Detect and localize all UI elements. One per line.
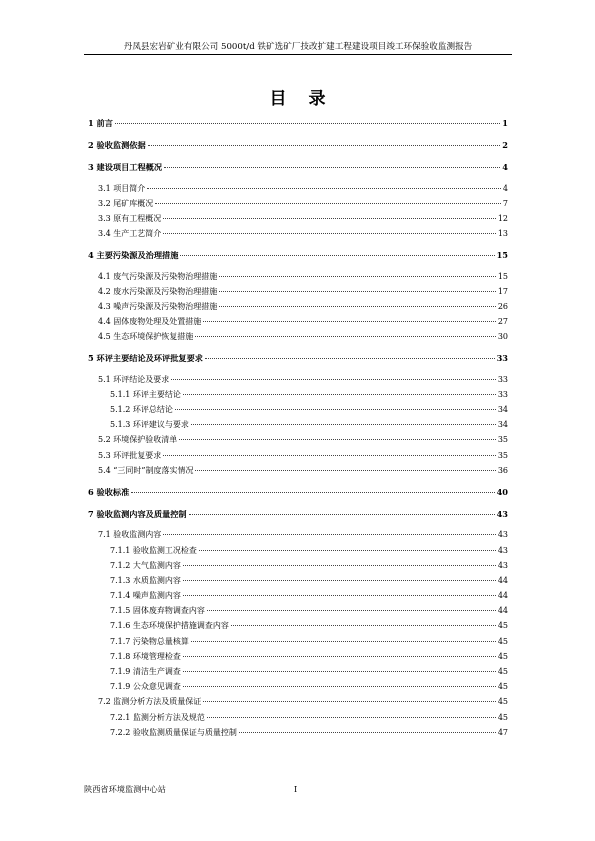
toc-entry-label: 4.4 固体废物处理及处置措施	[98, 317, 202, 327]
toc-entry-page: 43	[497, 530, 508, 540]
toc-leader-dots	[203, 321, 496, 322]
toc-leader-dots	[171, 379, 496, 380]
toc-entry-label: 4.1 废气污染源及污染物治理措施	[98, 271, 218, 281]
toc-leader-dots	[219, 306, 496, 307]
toc-entry-label: 6 验收标准	[88, 486, 130, 497]
toc-leader-dots	[183, 656, 496, 657]
toc-entry-page: 4	[502, 183, 508, 193]
toc-entry-page: 43	[497, 560, 508, 570]
toc-entry-page: 12	[497, 213, 508, 223]
toc-leader-dots	[179, 439, 496, 440]
toc-chapter-entry[interactable]	[88, 138, 508, 153]
toc-leader-dots	[163, 218, 496, 219]
toc-leader-dots	[189, 514, 495, 515]
toc-entry-label: 7.1 验收监测内容	[98, 530, 162, 540]
toc-section-entry[interactable]	[88, 649, 508, 664]
toc-entry-page: 30	[497, 332, 508, 342]
toc-entry-label: 4.5 生态环境保护恢复措施	[98, 332, 194, 342]
toc-leader-dots	[207, 610, 496, 611]
toc-entry-label: 7.1.9 清洁生产调查	[110, 667, 181, 676]
toc-leader-dots	[147, 188, 501, 189]
toc-entry-page: 27	[497, 317, 508, 327]
toc-section-entry[interactable]	[88, 694, 508, 709]
toc-section-entry[interactable]	[88, 181, 508, 196]
toc-entry-page: 1	[502, 118, 508, 128]
toc-section-entry[interactable]	[88, 679, 508, 694]
toc-chapter-entry[interactable]	[88, 485, 508, 500]
toc-entry-label: 7.1.5 固体废弃物调查内容	[110, 606, 205, 616]
toc-section-entry[interactable]	[88, 710, 508, 725]
toc-entry-page: 15	[496, 250, 508, 261]
toc-section-entry[interactable]	[88, 269, 508, 284]
toc-entry-page: 47	[497, 727, 508, 737]
toc-leader-dots	[183, 394, 496, 395]
toc-entry-page: 33	[497, 389, 508, 399]
toc-entry-page: 33	[497, 374, 508, 384]
toc-leader-dots	[203, 701, 496, 702]
toc-leader-dots	[163, 534, 496, 535]
toc-entry-label: 7.1.3 水质监测内容	[110, 575, 181, 585]
toc-leader-dots	[219, 291, 496, 292]
toc-leader-dots	[199, 550, 496, 551]
toc-section-entry[interactable]	[88, 618, 508, 633]
toc-chapter-entry[interactable]	[88, 116, 508, 131]
toc-entry-page: 45	[497, 667, 508, 676]
toc-entry-page: 44	[497, 575, 508, 585]
toc-entry-label: 5.1.1 环评主要结论	[110, 389, 181, 399]
toc-entry-label: 1 前言	[88, 118, 113, 128]
toc-chapter-entry[interactable]	[88, 351, 508, 366]
toc-section-entry[interactable]	[88, 314, 508, 329]
toc-entry-label: 3.4 生产工艺简介	[98, 229, 162, 239]
toc-entry-page: 45	[497, 682, 508, 692]
toc-leader-dots	[155, 203, 501, 204]
toc-entry-page: 33	[496, 353, 508, 364]
toc-entry-page: 34	[497, 405, 508, 414]
toc-entry-page: 44	[497, 606, 508, 616]
toc-leader-dots	[195, 336, 496, 337]
toc-entry-label: 5.4 “三同时”制度落实情况	[98, 465, 194, 475]
toc-leader-dots	[191, 424, 496, 425]
toc-entry-page: 7	[502, 198, 508, 208]
toc-entry-label: 7.1.1 验收监测工况检查	[110, 545, 197, 555]
toc-section-entry[interactable]	[88, 527, 508, 542]
header-rule	[84, 54, 512, 55]
toc-leader-dots	[205, 358, 495, 359]
toc-entry-page: 40	[496, 486, 508, 497]
toc-entry-label: 7 验收监测内容及质量控制	[88, 509, 187, 520]
footer-page-number: I	[294, 784, 298, 794]
toc-entry-page: 45	[497, 636, 508, 646]
toc-section-entry[interactable]	[88, 299, 508, 314]
toc-section-entry[interactable]	[88, 196, 508, 211]
toc-entry-label: 5.1.3 环评建议与要求	[110, 420, 189, 430]
toc-section-entry[interactable]	[88, 387, 508, 402]
toc-entry-label: 7.2 监测分析方法及质量保证	[98, 697, 202, 707]
toc-entry-label: 4 主要污染源及治理措施	[88, 250, 179, 261]
toc-leader-dots	[183, 686, 496, 687]
toc-entry-page: 35	[497, 435, 508, 445]
toc-entry-page: 35	[497, 450, 508, 460]
toc-leader-dots	[131, 492, 494, 493]
toc-leader-dots	[163, 455, 496, 456]
toc-entry-page: 2	[502, 140, 508, 151]
toc-entry-label: 3 建设项目工程概况	[88, 162, 163, 173]
toc-entry-page: 13	[497, 229, 508, 239]
toc-entry-label: 3.1 项目简介	[98, 183, 146, 193]
toc-chapter-entry[interactable]	[88, 507, 508, 522]
toc-section-entry[interactable]	[88, 211, 508, 226]
toc-section-entry[interactable]	[88, 603, 508, 618]
toc-entry-label: 4.2 废水污染源及污染物治理措施	[98, 286, 218, 296]
toc-entry-page: 34	[497, 420, 508, 430]
running-header: 丹凤县宏岩矿业有限公司 5000t/d 铁矿选矿厂技改扩建工程建设项目竣工环保验收监测报告	[123, 42, 473, 52]
title-char-left: 目	[269, 89, 287, 109]
toc-entry-page: 43	[496, 509, 508, 520]
toc-entry-label: 5 环评主要结论及环评批复要求	[88, 353, 203, 364]
toc-section-entry[interactable]	[88, 432, 508, 447]
toc-section-entry[interactable]	[88, 543, 508, 558]
toc-entry-page: 15	[497, 271, 508, 281]
toc-section-entry[interactable]	[88, 588, 508, 603]
toc-section-entry[interactable]	[88, 284, 508, 299]
toc-leader-dots	[239, 732, 496, 733]
toc-leader-dots	[175, 409, 496, 410]
toc-section-entry[interactable]	[88, 725, 508, 740]
toc-entry-page: 43	[497, 545, 508, 555]
toc-entry-label: 7.1.2 大气监测内容	[110, 560, 181, 570]
toc-leader-dots	[219, 276, 496, 277]
page-title	[0, 84, 595, 109]
toc-entry-label: 5.1.2 环评总结论	[110, 405, 173, 414]
toc-leader-dots	[195, 470, 495, 471]
toc-leader-dots	[191, 641, 496, 642]
toc-leader-dots	[183, 580, 496, 581]
toc-entry-label: 4.3 噪声污染源及污染物治理措施	[98, 301, 218, 311]
toc-section-entry[interactable]	[88, 634, 508, 649]
toc-entry-page: 45	[497, 697, 508, 707]
toc-entry-label: 2 验收监测依据	[88, 140, 146, 151]
toc-leader-dots	[207, 717, 496, 718]
toc-leader-dots	[183, 671, 496, 672]
toc-section-entry[interactable]	[88, 226, 508, 241]
toc-entry-label: 7.1.6 生态环境保护措施调查内容	[110, 621, 229, 631]
toc-entry-label: 7.1.7 污染物总量核算	[110, 636, 189, 646]
toc-entry-label: 7.2.1 监测分析方法及规范	[110, 712, 205, 722]
toc-entry-page: 45	[497, 621, 508, 631]
toc-section-entry[interactable]	[88, 329, 508, 344]
toc-leader-dots	[163, 233, 496, 234]
toc-section-entry[interactable]	[88, 463, 508, 478]
toc-entry-page: 17	[497, 286, 508, 296]
toc-leader-dots	[180, 255, 494, 256]
toc-entry-label: 5.1 环评结论及要求	[98, 374, 170, 384]
table-of-contents	[88, 116, 508, 740]
toc-section-entry[interactable]	[88, 372, 508, 387]
toc-entry-page: 45	[497, 651, 508, 661]
toc-entry-label: 7.1.8 环境管理检查	[110, 651, 181, 661]
title-char-right: 录	[308, 89, 326, 109]
toc-section-entry[interactable]	[88, 664, 508, 679]
footer-organization: 陕西省环境监测中心站	[84, 784, 166, 794]
toc-leader-dots	[183, 595, 496, 596]
toc-entry-page: 44	[497, 591, 508, 601]
toc-section-entry[interactable]	[88, 558, 508, 573]
toc-leader-dots	[115, 123, 500, 124]
toc-entry-label: 7.1.9 公众意见调查	[110, 682, 181, 692]
toc-entry-label: 3.3 原有工程概况	[98, 213, 162, 223]
toc-section-entry[interactable]	[88, 417, 508, 432]
toc-chapter-entry[interactable]	[88, 160, 508, 175]
toc-leader-dots	[183, 565, 496, 566]
toc-entry-page: 45	[497, 712, 508, 722]
toc-leader-dots	[164, 167, 500, 168]
toc-entry-label: 7.2.2 验收监测质量保证与质量控制	[110, 727, 237, 737]
toc-entry-page: 36	[497, 465, 508, 475]
toc-entry-label: 5.2 环境保护验收清单	[98, 435, 178, 445]
toc-entry-label: 5.3 环评批复要求	[98, 450, 162, 460]
toc-leader-dots	[231, 625, 496, 626]
toc-section-entry[interactable]	[88, 573, 508, 588]
toc-entry-label: 7.1.4 噪声监测内容	[110, 591, 181, 601]
toc-chapter-entry[interactable]	[88, 248, 508, 263]
toc-entry-page: 4	[502, 162, 508, 173]
toc-entry-page: 26	[497, 301, 508, 311]
toc-section-entry[interactable]	[88, 402, 508, 417]
toc-section-entry[interactable]	[88, 448, 508, 463]
toc-entry-label: 3.2 尾矿库概况	[98, 198, 154, 208]
toc-leader-dots	[148, 145, 501, 146]
